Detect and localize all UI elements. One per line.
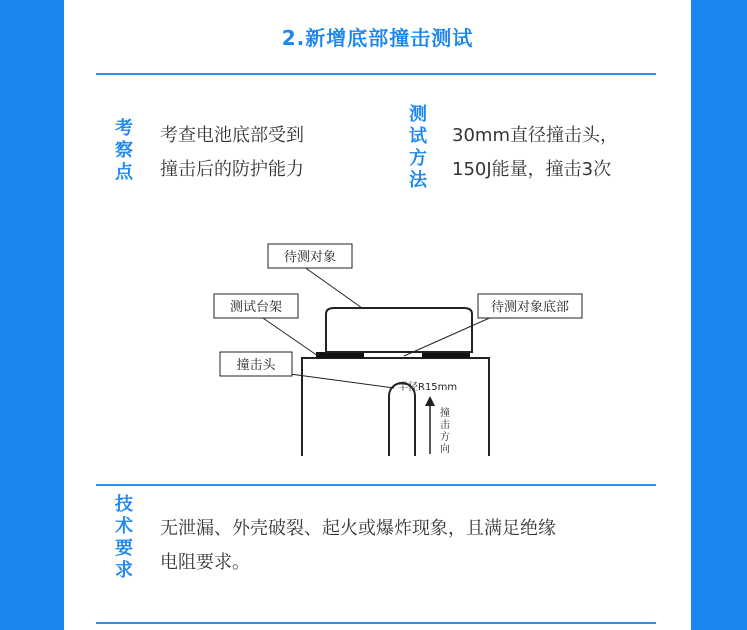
method-line: 30mm直径撞击头， bbox=[452, 125, 618, 146]
tech-label-char: 术 bbox=[115, 516, 133, 537]
direction-arrow-head bbox=[425, 396, 435, 406]
test-object-shape bbox=[326, 308, 472, 352]
test-setup-diagram bbox=[64, 236, 691, 468]
method-line: 150J能量，撞击3次 bbox=[452, 159, 612, 180]
exam-line: 考查电池底部受到 bbox=[160, 125, 304, 146]
radius-label: 半径R15mm bbox=[398, 382, 458, 393]
exam-label-char: 点 bbox=[115, 162, 133, 183]
tech-label-char: 求 bbox=[115, 560, 133, 581]
section-title: 2.新增底部撞击测试 bbox=[281, 26, 474, 50]
frame-label: 测试台架 bbox=[229, 300, 283, 315]
exam-label-char: 考 bbox=[115, 118, 133, 139]
content-panel bbox=[64, 0, 691, 630]
test-method-label bbox=[406, 104, 430, 192]
method-label-char: 试 bbox=[409, 126, 427, 147]
tech-line: 电阻要求。 bbox=[160, 552, 250, 573]
bottom-divider bbox=[96, 622, 656, 624]
head-leader-line bbox=[290, 374, 394, 388]
direction-char: 击 bbox=[440, 420, 450, 431]
tech-requirement-label bbox=[112, 494, 136, 582]
tech-label-char: 技 bbox=[115, 494, 133, 515]
method-label-char: 方 bbox=[409, 148, 427, 169]
tech-requirement-text bbox=[160, 512, 672, 580]
title-divider bbox=[96, 73, 656, 75]
impactor-shape bbox=[389, 383, 415, 456]
exam-point-text bbox=[160, 119, 304, 187]
tech-label-char: 要 bbox=[115, 538, 133, 559]
method-label-char: 法 bbox=[409, 170, 427, 191]
bottom-label: 待测对象底部 bbox=[490, 300, 570, 315]
test-method-text bbox=[452, 119, 618, 187]
head-label: 撞击头 bbox=[236, 358, 276, 373]
method-label-char: 测 bbox=[409, 104, 427, 125]
direction-char: 撞 bbox=[440, 408, 450, 419]
object-label: 待测对象 bbox=[283, 250, 337, 265]
exam-label-char: 察 bbox=[115, 140, 133, 161]
exam-line: 撞击后的防护能力 bbox=[160, 159, 304, 180]
direction-char: 向 bbox=[440, 444, 450, 455]
frame-leader-line bbox=[260, 316, 318, 356]
tech-line: 无泄漏、外壳破裂、起火或爆炸现象，且满足绝缘 bbox=[160, 518, 556, 539]
object-leader-line bbox=[300, 264, 362, 308]
direction-char: 方 bbox=[440, 432, 450, 443]
tech-divider bbox=[96, 484, 656, 486]
exam-point-label bbox=[112, 118, 136, 184]
